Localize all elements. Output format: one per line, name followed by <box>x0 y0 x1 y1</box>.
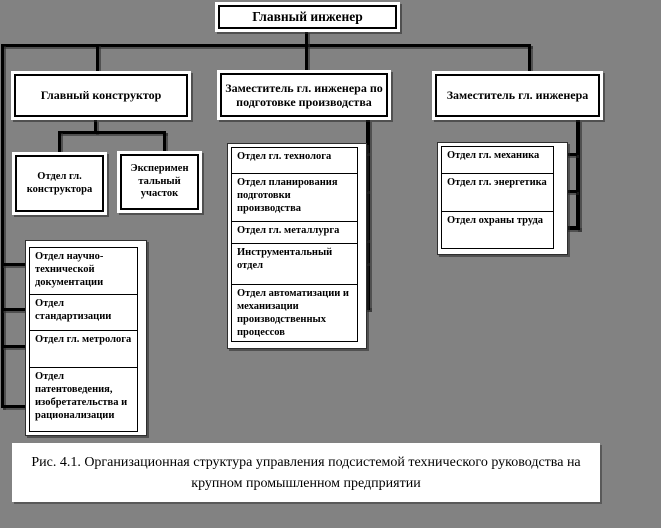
middle-list-item-5: Отдел автоматизации и механизации производственных процессов <box>231 284 358 342</box>
node-deputy-production-prep <box>217 70 391 120</box>
middle-list-item-4: Инструментальный отдел <box>231 243 358 285</box>
node-chief-designer <box>11 71 191 120</box>
node-chief-engineer-label: Главный инженер <box>218 5 397 29</box>
node-deputy-production-prep-label: Заместитель гл. инженера по подготовке производства <box>220 73 388 117</box>
connector-left-tick-3 <box>1 345 27 348</box>
connector-designer-drop-1 <box>58 131 61 152</box>
connector-left-tick-2 <box>1 308 27 311</box>
connector-left-tick-1 <box>1 263 27 266</box>
middle-list-item-3: Отдел гл. металлурга <box>231 221 358 244</box>
left-department-list <box>25 240 147 436</box>
node-design-department-label: Отдел гл. конструктора <box>15 155 104 212</box>
left-list-item-4: Отдел патентоведения, изобретательства и рационализации <box>29 367 138 432</box>
connector-root-vertical <box>305 31 308 71</box>
node-deputy-chief-engineer-label: Заместитель гл. инженера <box>435 74 600 117</box>
middle-list-item-1: Отдел гл. технолога <box>231 147 358 174</box>
right-department-list <box>437 142 568 255</box>
connector-right-branch-vertical <box>528 44 531 72</box>
connector-right-trunk <box>576 120 580 230</box>
connector-designer-horizontal <box>58 131 166 134</box>
middle-department-list <box>227 143 367 349</box>
right-list-item-3: Отдел охраны труда <box>441 211 554 249</box>
node-design-department <box>12 152 107 215</box>
node-chief-engineer <box>215 2 400 32</box>
connector-designer-drop-2 <box>163 131 166 152</box>
node-experimental-site <box>117 151 202 213</box>
figure-caption: Рис. 4.1. Организационная структура управления подсистемой технического руководства на крупном промышленном предприятии <box>12 443 600 502</box>
connector-left-tick-4 <box>1 405 27 408</box>
right-list-item-2: Отдел гл. энергетика <box>441 173 554 212</box>
left-list-item-2: Отдел стандартизации <box>29 294 138 331</box>
connector-left-branch-vertical <box>96 44 99 72</box>
left-list-item-1: Отдел научно-технической документации <box>29 247 138 295</box>
connector-main-horizontal <box>1 44 531 47</box>
node-deputy-chief-engineer <box>432 71 603 120</box>
left-list-item-3: Отдел гл. метролога <box>29 330 138 368</box>
connector-left-trunk <box>1 44 4 408</box>
node-experimental-site-label: Эксперимен тальный участок <box>120 154 199 210</box>
right-list-item-1: Отдел гл. механика <box>441 146 554 174</box>
node-chief-designer-label: Главный конструктор <box>14 74 188 117</box>
middle-list-item-2: Отдел планирования подготовки производства <box>231 173 358 222</box>
